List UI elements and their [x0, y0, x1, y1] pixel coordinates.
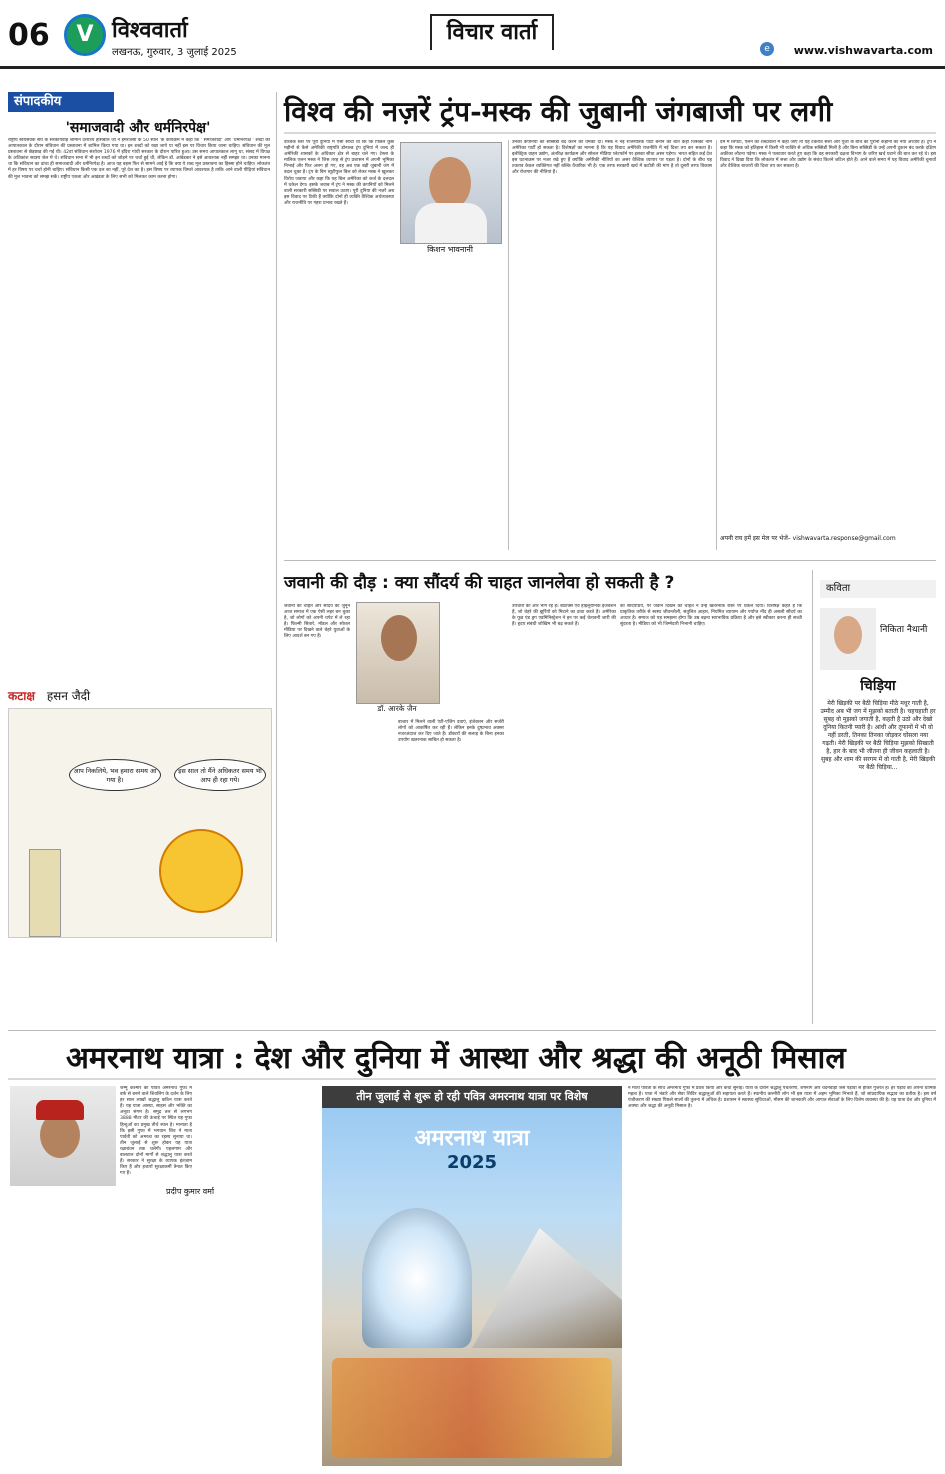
column-divider — [716, 140, 717, 550]
main-article-text: वैश्विक स्तर पर पूरी दुनिया में ऐसा सोचा था कि कि पिछले कुछ महीनों से कैसे अमेरिकी राष्ट्रपति डोनाल्ड ट्रंप दुनियां में जल्द ही अमेरिकी शासकों के अधिकार क्षेत्र से बाहर चले गए। टेस्ला के मालिक एलन मस्क ने जिस तरह से ट्रंप प्रशासन में अपनी भूमिका निभाई और फिर अलग हो गए, वह अब एक बड़ी जुबानी जंग में बदल चुका है। ट्रंप के बिग ब्यूटीफुल बिल को लेकर मस्क ने खुलकर विरोध जताया और कहा कि यह बिल अमेरिका को कर्ज के दलदल में धकेल देगा। इसके जवाब में ट्रंप ने मस्क की कंपनियों को मिलने वाली सरकारी सब्सिडी पर सवाल उठाए। पूरी दुनिया की नज़रें अब इस विवाद पर टिकी हैं क्योंकि दोनों ही व्यक्ति वैश्विक अर्थव्यवस्था और राजनीति पर गहरा प्रभाव रखते हैं। — [284, 140, 394, 206]
masthead — [0, 0, 945, 68]
logo-icon: V — [64, 14, 106, 56]
section-title: विचार वार्ता — [430, 14, 554, 50]
youth-article-text: बाजार में मिलने वाली एंटी-एजिंग दवाएं, इंजेक्शन और सर्जरी लोगों को आकर्षित कर रही हैं। लेकिन इनके दुष्प्रभाव अक्सर नजरअंदाज कर दिए जाते हैं। डॉक्टरों की सलाह के बिना इनका उपयोग खतरनाक साबित हो सकता है। — [398, 720, 504, 744]
headline-rule — [8, 1078, 936, 1080]
building-icon — [29, 849, 61, 937]
cartoon — [8, 686, 270, 938]
youth-headline: जवानी की दौड़ : क्या सौंदर्य की चाहत जानलेवा हो सकती है ? — [284, 573, 675, 593]
youth-article-col4: की सौंदर्यप्रिय, पर जवान दिखने की चाहत ने उन्हें खतरनाक रास्ते पर धकेल दिया। विशेषज्ञ कहते हैं कि प्राकृतिक तरीके से स्वस्थ जीवनशैली, संतुलित आहार, नियमित व्यायाम और पर्याप्त नींद ही असली सौंदर्य का आधार है। समाज को यह समझना होगा कि उम्र बढ़ना स्वाभाविक प्रक्रिया है और इसे स्वीकार करना ही सच्ची सुंदरता है। मीडिया को भी जिम्मेदारी निभानी चाहिए। — [620, 604, 802, 628]
author-name: किशन भावनानी — [427, 245, 473, 254]
main-headline: विश्व की नज़रें ट्रंप-मस्क की जुबानी जंगबाजी पर लगी — [284, 95, 833, 128]
editorial-label: संपादकीय — [8, 92, 114, 112]
author-photo — [400, 142, 502, 244]
city-date: लखनऊ, गुरुवार, 3 जुलाई 2025 — [112, 47, 237, 58]
amarnath-poster — [322, 1108, 622, 1466]
youth-author-name: डॉ. आरके जैन — [377, 704, 417, 713]
main-article-col2: उनकी कंपनियों की सब्सिडी बंद करने की धमकी दी। मस्क ने नई राजनीतिक पार्टी बनाने की बात कही जिसका नाम अमेरिका पार्टी हो सकता है। विशेषज्ञों का मानना है कि यह विवाद अमेरिकी राजनीति में नई दिशा तय कर सकता है। इलेक्ट्रिक वाहन उद्योग, अंतरिक्ष कार्यक्रम और सोशल मीडिया प्लेटफॉर्म पर इसका सीधा असर पड़ेगा। भारत सहित कई देश इस घटनाक्रम पर नजर रखे हुए हैं क्योंकि अमेरिकी नीतियों का असर वैश्विक व्यापार पर पड़ता है। दोनों के बीच यह टकराव केवल व्यक्तिगत नहीं बल्कि वैचारिक भी है। एक तरफ सरकारी खर्च में कटौती की मांग है तो दूसरी तरफ विकास और रोजगार की नीतियां हैं। — [512, 140, 712, 176]
column-divider — [812, 570, 813, 1024]
paper-name: विश्ववार्ता — [112, 17, 188, 43]
poem-body: मेरी खिड़की पर बैठी चिड़िया मीठे मधुर गाती है, उम्मीद अब भी जग में मुझको बताती है। चहचहाती हर सुबह वो मुझको जगाती है, कहती है उठो और देखो दुनिया कितनी प्यारी है। आंधी और तूफानों में भी वो नहीं डरती, तिनका तिनका जोड़कर घोंसला नया गढ़ती। मेरी खिड़की पर बैठी चिड़िया मुझको सिखाती है, हार के बाद भी जीतना ही जीवन कहलाती है। सुबह और शाम की सरगम में वो गाती है, मेरी खिड़की पर बैठी चिड़िया... — [820, 700, 936, 771]
page-number: 06 — [8, 18, 50, 53]
headline-rule — [284, 132, 936, 134]
author-face — [429, 157, 471, 209]
editorial-body: राष्ट्रीय स्वयंसेवक संघ के सरकार्यवाह श्रीमान दत्तात्रेय होसबाले जी ने इमरजेंसी के 50 साल 'के कार्यक्रम में कहा कि ' समाजवादी' और 'धर्मनिरपेक्ष ' शब्दों को आपातकाल के दौरान संविधान की प्रस्तावना में शामिल किया गया था। इन शब्दों को रखा जाये या नहीं इस पर विचार किया जाना चाहिए। संविधान की मूल प्रस्तावना से छेड़छाड़ की गई थी। 42वां संविधान संशोधन 1976 में इंदिरा गांधी सरकार के दौरान पारित हुआ। उस समय आपातकाल लागू था, संसद में विपक्ष के अधिकांश सदस्य जेल में थे। संविधान सभा में भी इन शब्दों को जोड़ने पर चर्चा हुई थी, लेकिन डॉ. आंबेडकर ने इसे आवश्यक नहीं समझा था। उनका मानना था कि संविधान का ढांचा ही समाजवादी और धर्मनिरपेक्ष है। आज यह बहस फिर से सामने आई है कि क्या ये शब्द मूल प्रस्तावना का हिस्सा होने चाहिए। लोकतंत्र में हर विषय पर चर्चा होनी चाहिए। संविधान किसी एक दल का नहीं, पूरे देश का है। इस विषय पर व्यापक विमर्श आवश्यक है ताकि आने वाली पीढ़ियां संविधान की मूल भावना को समझ सकें। राष्ट्रीय एकता और अखंडता के लिए सभी को मिलकर काम करना होगा। — [8, 138, 270, 180]
cartoon-label: कटाक्ष — [8, 689, 35, 703]
photo-spacer — [398, 604, 504, 720]
website-link[interactable]: www.vishwavarta.com — [793, 44, 933, 57]
section-rule — [284, 560, 936, 561]
ice-lingam-image — [362, 1208, 472, 1348]
youth-article-col3: उपचारों की ओर भाग रहे हैं। बोटॉक्स एवं हाइलूरोनिक इंजेक्शन हैं, जो चेहरे की झुर्रियों को मिटाने का दावा करते हैं। अमेरिका के फूड एंड ड्रग एडमिनिस्ट्रेशन ने इन पर कई चेतावनी जारी की हैं। हृदय संबंधी जोखिम भी बढ़ सकते हैं। — [512, 604, 616, 628]
speech-bubble: इस साल तो मैंने अधिकतर समय भी आप ही रहा गये। — [174, 759, 266, 791]
hat-icon — [36, 1100, 84, 1120]
mountain-image — [472, 1228, 622, 1348]
poster-banner: तीन जुलाई से शुरू हो रही पवित्र अमरनाथ यात्रा पर विशेष — [322, 1086, 622, 1108]
poet-photo — [820, 608, 876, 670]
column-divider — [508, 140, 509, 550]
pilgrims-image — [332, 1358, 612, 1458]
amarnath-headline: अमरनाथ यात्रा : देश और दुनिया में आस्था और श्रद्धा की अनूठी मिसाल — [66, 1041, 846, 1076]
youth-article-col2 — [398, 604, 504, 1024]
youth-article-text: जवानी की चाहत और सौंदर्य का जुनून आज समाज में एक ऐसी लहर बन चुका है, जो लोगों को अपनी चपेट में ले रहा है। फिल्मी सितारे, मॉडल और सोशल मीडिया पर दिखने वाले चेहरे युवाओं के लिए आदर्श बन गए हैं। — [284, 604, 350, 640]
poster-year: 2025 — [446, 1152, 498, 1173]
cartoon-header — [8, 686, 270, 706]
amarnath-author-photo — [10, 1086, 116, 1186]
poem-title: चिड़िया — [860, 678, 896, 694]
poet-face — [834, 616, 862, 654]
section-rule — [8, 1030, 936, 1031]
speech-bubble: आप निकलिये, भव हमारा समय आ गया है। — [69, 759, 161, 791]
cartoon-artist: हसन जैदी — [46, 689, 91, 703]
web-icon: e — [760, 42, 774, 56]
poem-label: कविता — [820, 580, 936, 598]
masthead-rule — [0, 66, 945, 69]
cartoon-image — [8, 708, 272, 938]
opinion-note: अपनी राय हमें इस मेल पर भेजें– vishwavarta.response@gmail.com — [720, 535, 896, 542]
photo-spacer — [192, 1086, 316, 1198]
amarnath-col2: ने माता पार्वती के साथ अमरनाथ गुफा में प्रवेश किया और कथा सुनाई। यात्रा के दौरान श्रद्धालु पंचतरणी, शेषनाग और चंदनवाड़ी जैसे पड़ावों से होकर गुजरते हैं। हर पड़ाव का अपना धार्मिक महत्व है। यात्रा में भंडारे और सेवा शिविर श्रद्धालुओं की सहायता करते हैं। स्थानीय कश्मीरी लोग भी इस यात्रा में अहम भूमिका निभाते हैं, जो सांप्रदायिक सद्भाव का प्रतीक है। इस वर्ष पंजीकरण की संख्या पिछले सालों की तुलना में अधिक है। प्रशासन ने स्वास्थ्य सुविधाओं, मौसम की जानकारी और आपात सेवाओं के लिए विशेष व्यवस्था की है। यह यात्रा देश और दुनिया में आस्था और श्रद्धा की अनूठी मिसाल है। — [628, 1086, 936, 1110]
poster-title: अमरनाथ यात्रा — [414, 1126, 530, 1151]
editorial-title: 'समाजवादी और धर्मनिरपेक्ष' — [65, 120, 211, 136]
poet-name: निकिता नैथानी — [880, 625, 928, 635]
main-article-col3: दम में लिपटा, एलन की शब्दावली में कहा जाए तो यह टकराव सत्ता और पूंजी के बीच की पुरानी कहानी का नया अध्याय है। ट्रंप ने कहा कि मस्क को इतिहास में किसी भी व्यक्ति से अधिक सब्सिडी मिली है और बिना सब्सिडी के उन्हें अपनी दुकान बंद करके दक्षिण अफ्रीका लौटना पड़ेगा। मस्क ने पलटवार करते हुए कहा कि वह सरकारी दक्षता विभाग के जरिए खर्च घटाने की बात कर रहे थे। इस विवाद ने दिखा दिया कि लोकतंत्र में सत्ता और उद्योग के संबंध कितने जटिल होते हैं। आने वाले समय में यह विवाद अमेरिकी चुनावों और वैश्विक बाजारों की दिशा तय कर सकता है। — [720, 140, 936, 170]
amarnath-author-name: प्रदीप कुमार वर्मा — [165, 1187, 215, 1196]
author-shirt — [415, 203, 487, 243]
sun-icon — [159, 829, 243, 913]
column-divider — [276, 92, 277, 942]
amarnath-text: जम्मू कश्मीर की पवित्र अमरनाथ गुफा में बर्फ से बनने वाले शिवलिंग के दर्शन के लिए हर साल लाखों श्रद्धालु कठिन यात्रा करते हैं। यह यात्रा आस्था, साहस और भक्ति का अनूठा संगम है। समुद्र तल से लगभग 3888 मीटर की ऊंचाई पर स्थित यह गुफा हिन्दुओं का प्रमुख तीर्थ स्थल है। मान्यता है कि इसी गुफा में भगवान शिव ने माता पार्वती को अमरत्व का रहस्य सुनाया था। तीन जुलाई से शुरू होकर यह यात्रा रक्षाबंधन तक चलेगी। पहलगाम और बालटाल दोनों मार्गों से श्रद्धालु यात्रा करते हैं। सरकार ने सुरक्षा के व्यापक इंतजाम किए हैं और हजारों सुरक्षाकर्मी तैनात किए गए हैं। — [120, 1086, 192, 1177]
